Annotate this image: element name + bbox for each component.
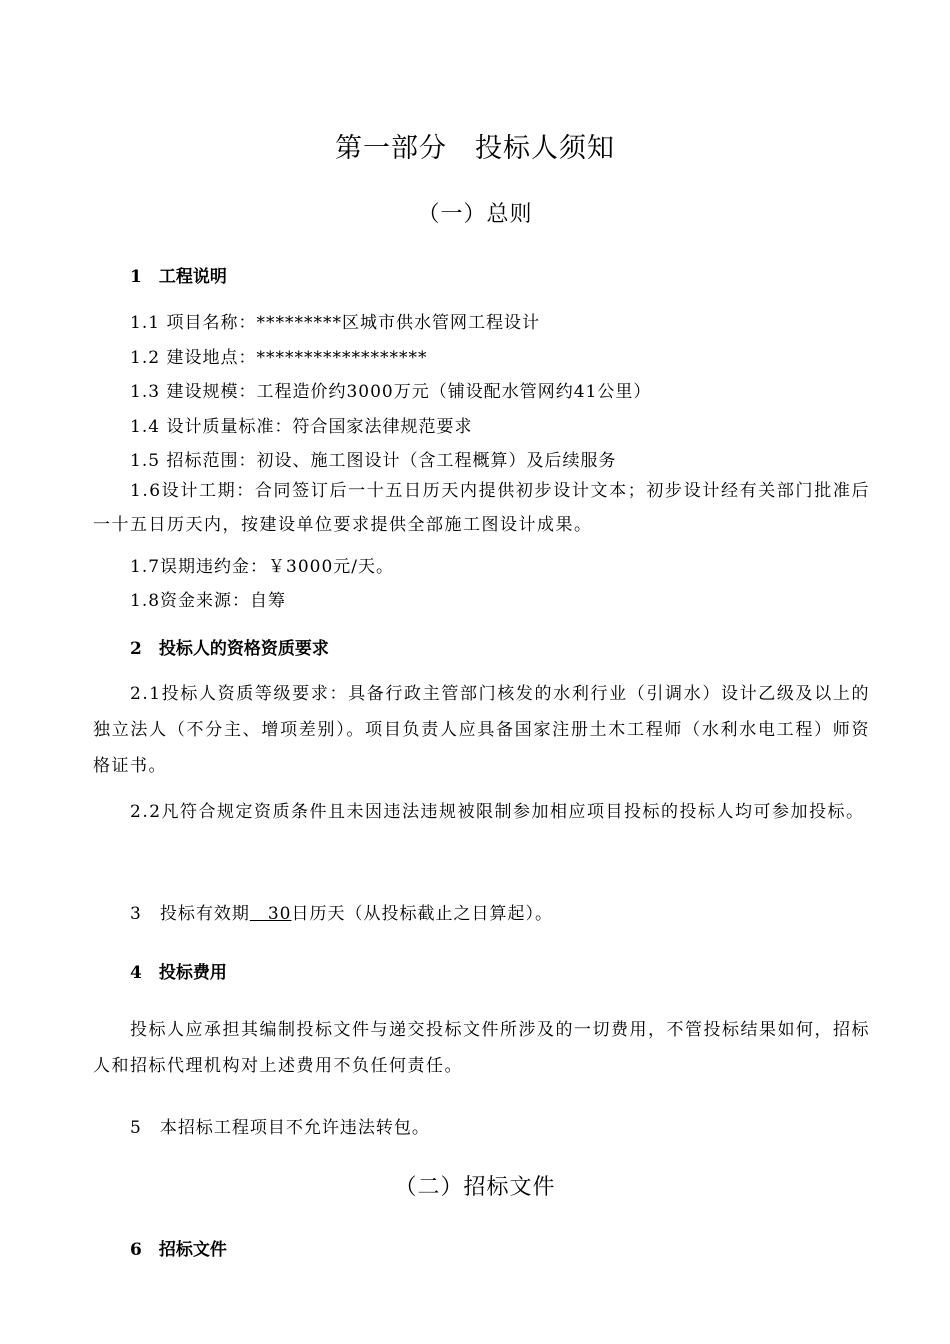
section-3-line <box>130 899 553 924</box>
section-heading-general: （一）总则 <box>417 202 533 227</box>
section-2-heading: 2 投标人的资格资质要求 <box>130 639 329 659</box>
item-1-8: 1.8资金来源：自筹 <box>130 591 287 611</box>
section-3-suffix: 日历天（从投标截止之日算起）。 <box>291 904 553 924</box>
section-3-prefix: 3 投标有效期 <box>130 904 250 924</box>
item-1-6: 1.6设计工期：合同签订后一十五日历天内提供初步设计文本；初步设计经有关部门批准后一十五日历天内，按建设单位要求提供全部施工图设计成果。 <box>93 481 870 535</box>
section-4-heading: 4 投标费用 <box>130 963 227 983</box>
section-heading-tender-docs: （二）招标文件 <box>394 1175 556 1200</box>
item-1-7: 1.7误期违约金：￥3000元/天。 <box>130 557 395 577</box>
section-6-heading: 6 招标文件 <box>130 1240 227 1260</box>
item-1-4: 1.4 设计质量标准：符合国家法律规范要求 <box>130 417 473 437</box>
item-1-3: 1.3 建设规模：工程造价约3000万元（铺设配水管网约41公里） <box>130 382 652 402</box>
validity-days-value: 30 <box>249 904 292 924</box>
item-1-5: 1.5 招标范围：初设、施工图设计（含工程概算）及后续服务 <box>130 451 617 471</box>
section-5-text: 5 本招标工程项目不允许违法转包。 <box>130 1118 430 1138</box>
page-title: 第一部分 投标人须知 <box>335 133 615 164</box>
section-1-heading: 1 工程说明 <box>130 267 227 287</box>
item-1-2: 1.2 建设地点：****************** <box>130 348 428 368</box>
section-4-text: 投标人应承担其编制投标文件与递交投标文件所涉及的一切费用，不管投标结果如何，招标人和招标代理机构对上述费用不负任何责任。 <box>93 1020 870 1076</box>
item-2-1: 2.1投标人资质等级要求：具备行政主管部门核发的水利行业（引调水）设计乙级及以上的独立法人（不分主、增项差别）。项目负责人应具备国家注册土木工程师（水利水电工程）师资格证书。 <box>93 684 870 776</box>
item-1-1: 1.1 项目名称：*********区城市供水管网工程设计 <box>130 313 540 333</box>
item-2-2: 2.2凡符合规定资质条件且未因违法违规被限制参加相应项目投标的投标人均可参加投标。 <box>130 802 865 822</box>
